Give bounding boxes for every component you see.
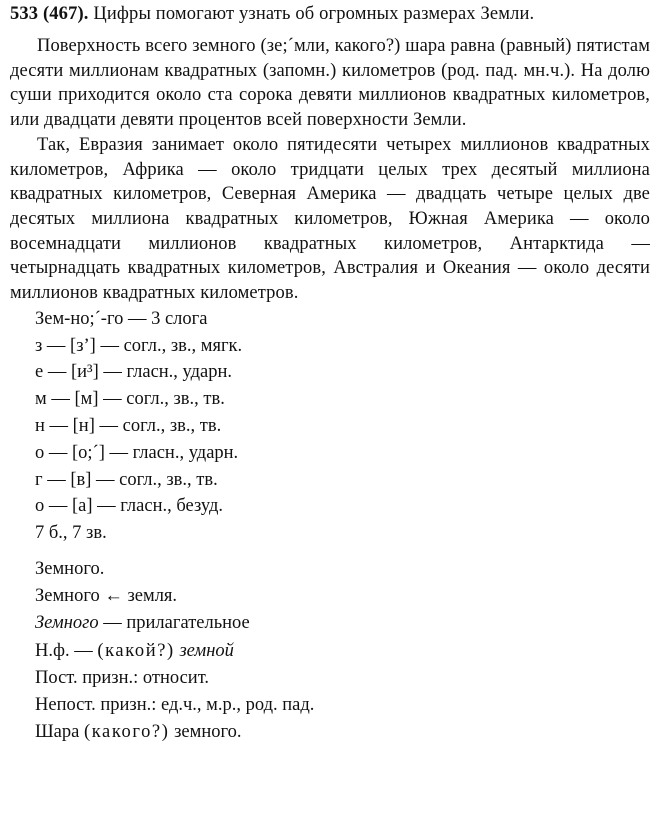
variable-features-line: Непост. призн.: ед.ч., м.р., род. пад.	[35, 694, 315, 715]
phonetic-line: о — [о;´] — гласн., ударн.	[35, 442, 239, 463]
syntax-question: (какого?)	[83, 722, 170, 743]
initial-form-line	[35, 638, 650, 665]
phonetic-line: о — [а] — гласн., безуд.	[35, 496, 224, 517]
morphemic-word: Земного.	[35, 558, 105, 579]
paragraph-1: Поверхность всего земного (зе;´мли, какого?) шара равна (равный) пятистам десяти миллионам квадратных (запомн.) километров (род. пад. мн.ч.). На долю суши приходится около ста сорока девяти миллионов квадратных километров, или двадцати девяти процентов всей поверхности Земли.	[10, 36, 650, 131]
exercise-header	[10, 2, 650, 26]
initial-prefix: Н.ф. —	[35, 640, 98, 661]
constant-features-line: Пост. призн.: относит.	[35, 667, 210, 688]
phonetic-line: г — [в] — согл., зв., тв.	[35, 469, 218, 490]
paragraph-2: Так, Евразия занимает около пятидесяти четырех миллионов квадратных километров, Африка — около тридцати целых трех десятый миллиона квадратных километров, Северная Америка — двадцать четыре целых две десятых миллиона квадратных километров, Южная Америка — около восемнадцати миллионов квадратных километров, Антарктида — четырнадцать квадратных километров, Австралия и Океания — около десяти миллионов квадратных километров.	[10, 134, 650, 304]
phonetic-line: з — [з’] — согл., зв., мягк.	[35, 335, 243, 356]
initial-word: земной	[174, 640, 234, 661]
word-analysis	[10, 556, 650, 746]
phonetic-analysis	[10, 306, 650, 547]
part-of-speech-line	[35, 610, 650, 637]
initial-question: (какой?)	[97, 640, 175, 661]
syllable-line: Зем-но;´-го — 3 слога	[35, 308, 208, 329]
derivation-line: Земного ← земля.	[35, 586, 178, 607]
exercise-number: 533 (467).	[10, 4, 89, 24]
phonetic-line: н — [н] — согл., зв., тв.	[35, 415, 222, 436]
syntax-word: земного.	[169, 722, 242, 743]
pos-word: Земного	[35, 613, 99, 634]
phonetic-summary: 7 б., 7 зв.	[35, 523, 107, 544]
syntax-prefix: Шара	[35, 722, 84, 743]
exercise-page	[10, 2, 650, 746]
syntax-role-line	[35, 719, 650, 746]
phonetic-line: е — [и³] — гласн., ударн.	[35, 362, 233, 383]
exercise-title: Цифры помогают узнать об огромных размерах Земли.	[93, 4, 535, 24]
pos-text: — прилагательное	[98, 613, 250, 634]
phonetic-line: м — [м] — согл., зв., тв.	[35, 389, 225, 410]
